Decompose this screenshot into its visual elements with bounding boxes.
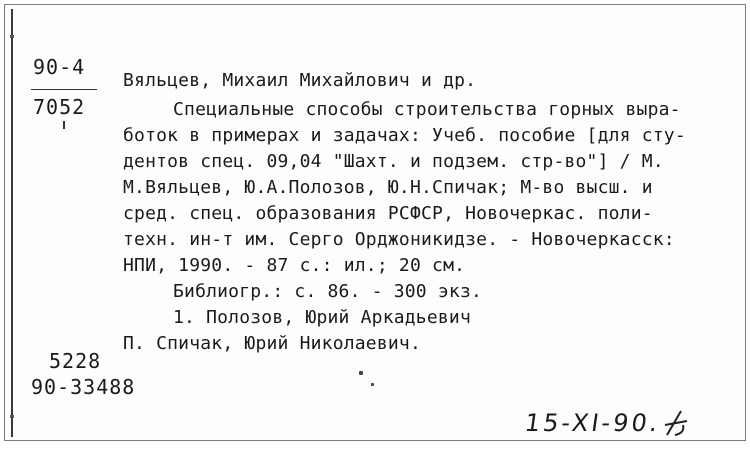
ink-speck (371, 383, 374, 386)
code-number: 5228 (49, 349, 102, 373)
handwritten-mark-icon (661, 407, 691, 439)
responsibility-line: сред. спец. образования РСФСР, Новочеркас. поли- (123, 203, 653, 224)
publication-line: техн. ин-т им. Серго Орджоникидзе. - Новочеркасск: (123, 229, 675, 250)
rule-tick (10, 415, 14, 418)
title-line: боток в примерах и задачах: Учеб. пособие [для сту- (123, 125, 686, 146)
handwritten-date: 15-XI-90. (523, 409, 663, 437)
call-number-rule (31, 89, 97, 90)
author-mark: 7052 (33, 95, 86, 119)
ink-speck (359, 371, 363, 375)
bibliography-note: Библиогр.: с. 86. - 300 экз. (173, 281, 483, 302)
title-line: дентов спец. 09,04 "Шахт. и подзем. стр-во"] / М. (123, 151, 664, 172)
catalog-card (4, 4, 746, 441)
registration-number: 90-33488 (31, 375, 136, 399)
added-entry: 1. Полозов, Юрий Аркадьевич (173, 307, 471, 328)
added-entry: П. Спичак, Юрий Николаевич. (123, 333, 421, 354)
pen-mark (63, 121, 65, 129)
title-line: Специальные способы строительства горных выра- (173, 99, 681, 120)
author-heading: Вяльцев, Михаил Михайлович и др. (123, 70, 477, 91)
class-number: 90-4 (33, 55, 86, 79)
rule-tick (10, 35, 14, 38)
publication-line: НПИ, 1990. - 87 с.: ил.; 20 см. (123, 255, 466, 276)
card-left-rule (11, 9, 13, 437)
responsibility-line: М.Вяльцев, Ю.А.Полозов, Ю.Н.Спичак; М-во высш. и (123, 177, 653, 198)
